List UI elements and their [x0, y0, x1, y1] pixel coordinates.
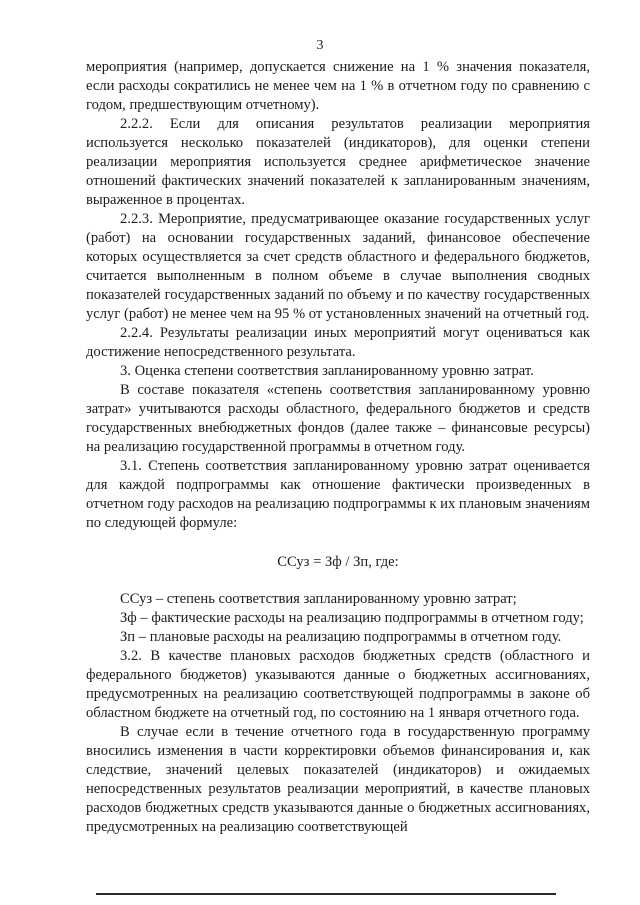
paragraph-3-1: 3.1. Степень соответствия запланированному уровню затрат оценивается для каждой подпрограммы как отношение фактически произведенных в отчетном году расходов на реализацию подпрограммы к их плановым значениям по следующей формуле: — [86, 458, 590, 531]
section-3-heading: 3. Оценка степени соответствия запланированному уровню затрат. — [120, 363, 534, 379]
paragraph-2-2-4: 2.2.4. Результаты реализации иных мероприятий могут оцениваться как достижение непосредственного результата. — [86, 325, 590, 360]
paragraph-2-2-2: 2.2.2. Если для описания результатов реализации мероприятия используется несколько показателей (индикаторов), для оценки степени реализации мероприятия используется среднее арифметическое значение отношений фактических значений показателей к запланированным значениям, выраженное в процентах. — [86, 116, 590, 208]
paragraph-cost-indicator: В составе показателя «степень соответствия запланированному уровню затрат» учитываются расходы областного, федерального бюджетов и средств государственных внебюджетных фондов (далее также – финансовые ресурсы) на реализацию государственной программы в отчетном году. — [86, 382, 590, 455]
document-body — [86, 58, 590, 837]
paragraph-continuation: мероприятия (например, допускается снижение на 1 % значения показателя, если расходы сократились не менее чем на 1 % в отчетном году по сравнению с годом, предшествующим отчетному). — [86, 59, 590, 113]
paragraph-2-2-3: 2.2.3. Мероприятие, предусматривающее оказание государственных услуг (работ) на основании государственных заданий, финансовое обеспечение которых осуществляется за счет средств областного и федерального бюджетов, считается выполненным в полном объеме в случае выполнения сводных показателей государственных заданий по объему и по качеству государственных услуг (работ) не менее чем на 95 % от установленных значений на отчетный год. — [86, 211, 590, 322]
definition-zp: Зп – плановые расходы на реализацию подпрограммы в отчетном году. — [120, 629, 562, 645]
paragraph-3-2: 3.2. В качестве плановых расходов бюджетных средств (областного и федерального бюджетов) указываются данные о бюджетных ассигнованиях, предусмотренных на реализацию соответствующей подпрограммы в законе об областном бюджете на отчетный год, по состоянию на 1 января отчетного года. — [86, 648, 590, 721]
definition-zf: Зф – фактические расходы на реализацию подпрограммы в отчетном году; — [120, 610, 584, 626]
page-number: 3 — [316, 38, 324, 53]
formula: ССуз = Зф / Зп, где: — [277, 554, 399, 570]
definition-ccuz: ССуз – степень соответствия запланированному уровню затрат; — [120, 591, 517, 607]
paragraph-changes: В случае если в течение отчетного года в государственную программу вносились изменения в части корректировки объемов финансирования и, как следствие, значений целевых показателей (индикаторов) и ожидаемых непосредственных результатов реализации мероприятий, в качестве плановых расходов бюджетных средств указываются данные о бюджетных ассигнованиях, предусмотренных на реализацию соответствующей — [86, 724, 590, 835]
page-bottom-edge — [96, 893, 556, 895]
